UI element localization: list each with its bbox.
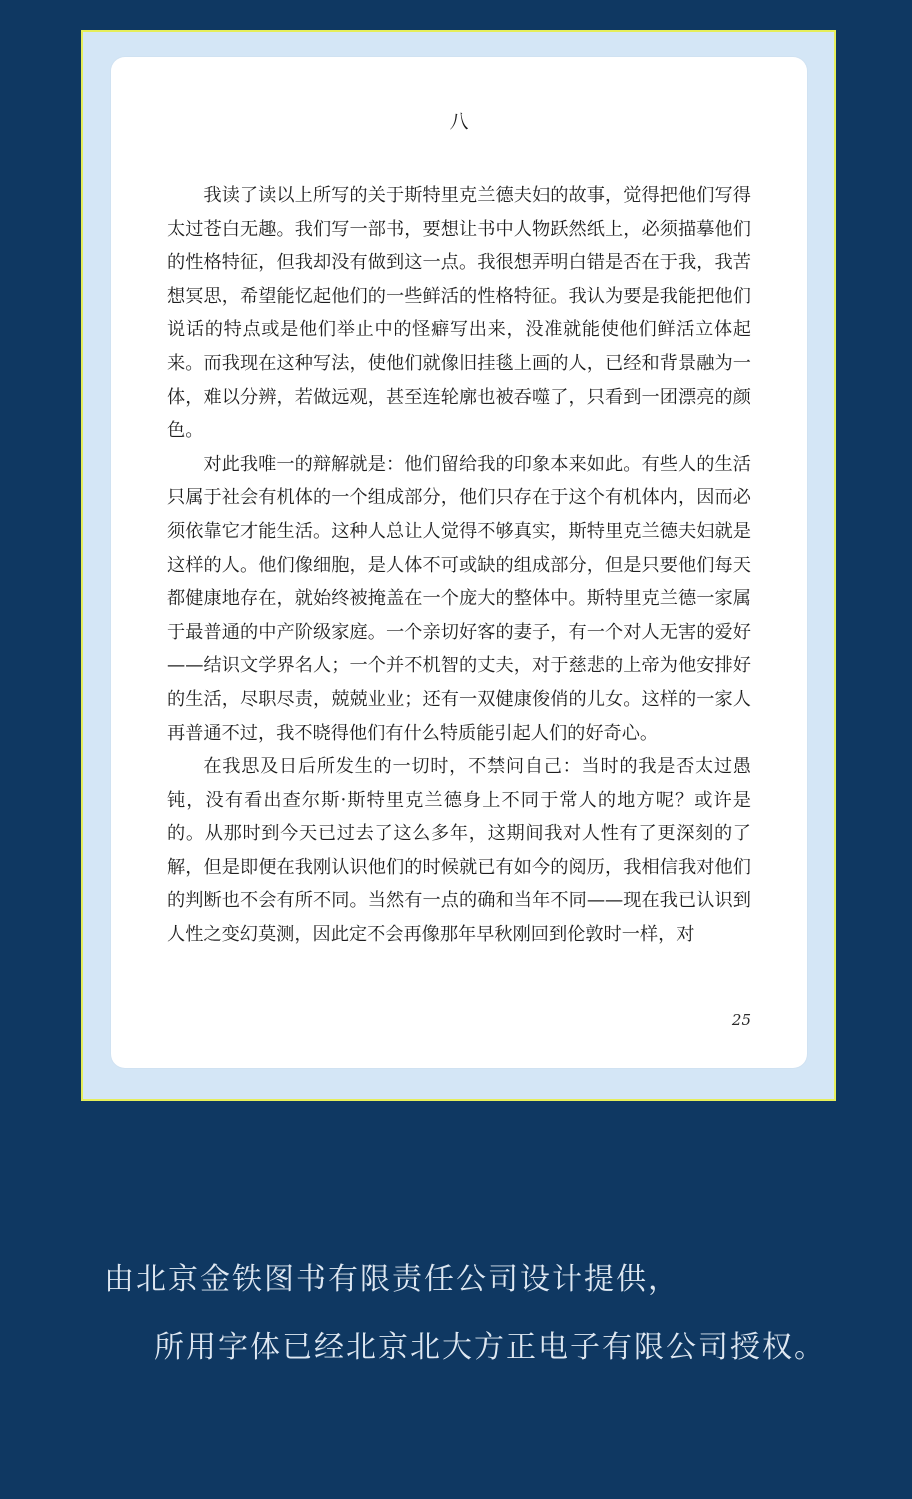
paragraph-2: 对此我唯一的辩解就是：他们留给我的印象本来如此。有些人的生活只属于社会有机体的一个组成部分，他们只存在于这个有机体内，因而必须依靠它才能生活。这种人总让人觉得不够真实，斯特里克兰德夫妇就是这样的人。他们像细胞，是人体不可或缺的组成部分，但是只要他们每天都健康地存在，就始终被掩盖在一个庞大的整体中。斯特里克兰德一家属于最普通的中产阶级家庭。一个亲切好客的妻子，有一个对人无害的爱好——结识文学界名人；一个并不机智的丈夫，对于慈悲的上帝为他安排好的生活，尽职尽责，兢兢业业；还有一双健康俊俏的儿女。这样的一家人再普通不过，我不晓得他们有什么特质能引起人们的好奇心。 (167, 453, 751, 744)
body-text (167, 179, 751, 952)
credit-line-1: 由北京金铁图书有限责任公司设计提供， (104, 1262, 680, 1297)
book-page (111, 57, 807, 1068)
paragraph-3: 在我思及日后所发生的一切时，不禁问自己：当时的我是否太过愚钝，没有看出查尔斯·斯特里克兰德身上不同于常人的地方呢？或许是的。从那时到今天已过去了这么多年，这期间我对人性有了更深刻的了解，但是即便在我刚认识他们的时候就已有如今的阅历，我相信我对他们的判断也不会有所不同。当然有一点的确和当年不同——现在我已认识到人性之变幻莫测，因此定不会再像那年早秋刚回到伦敦时一样，对 (167, 756, 751, 946)
page-number: 25 (731, 1011, 751, 1029)
book-page-frame (81, 30, 836, 1101)
paragraph-1: 我读了读以上所写的关于斯特里克兰德夫妇的故事，觉得把他们写得太过苍白无趣。我们写一部书，要想让书中人物跃然纸上，必须描摹他们的性格特征，但我却没有做到这一点。我很想弄明白错是否在于我，我苦想冥思，希望能忆起他们的一些鲜活的性格特征。我认为要是我能把他们说话的特点或是他们举止中的怪癖写出来，没准就能使他们鲜活立体起来。而我现在这种写法，使他们就像旧挂毯上画的人，已经和背景融为一体，难以分辨，若做远观，甚至连轮廓也被吞噬了，只看到一团漂亮的颜色。 (167, 185, 751, 442)
chapter-number: 八 (449, 111, 469, 133)
credit-line-2: 所用字体已经北京北大方正电子有限公司授权。 (154, 1330, 826, 1365)
